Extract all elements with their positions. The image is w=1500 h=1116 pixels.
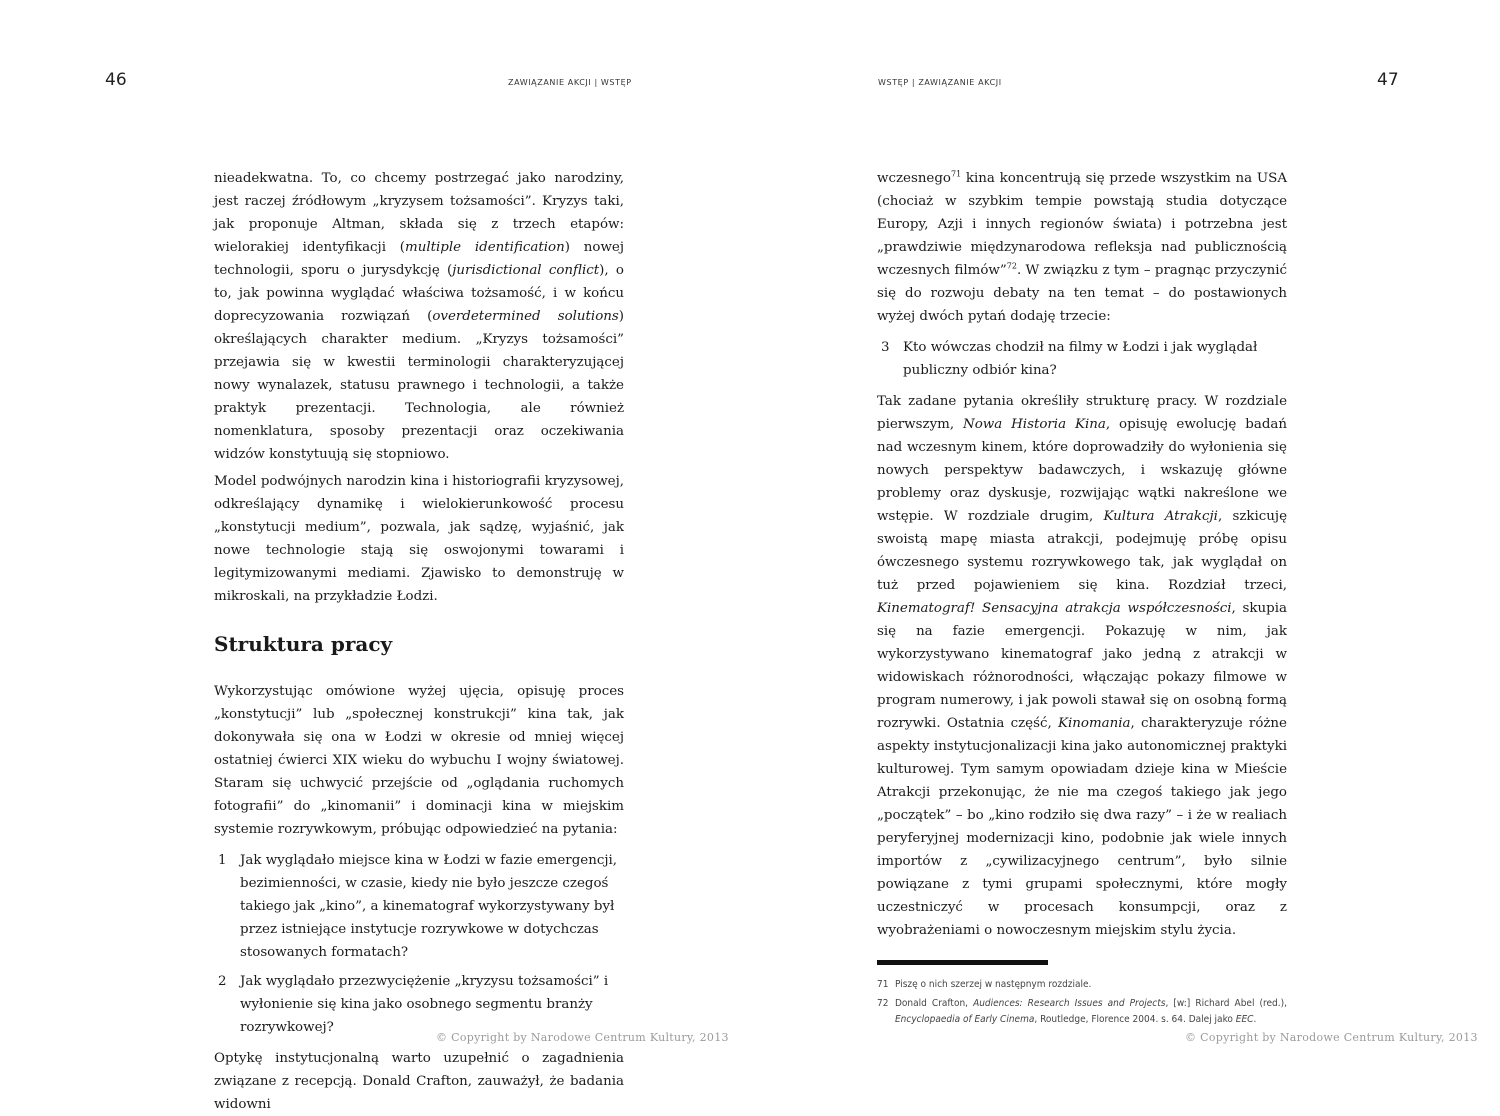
section-heading: Struktura pracy [214,632,393,656]
paragraph: Model podwójnych narodzin kina i historiografii kryzysowej, odkreślający dynamikę i wielokierunkowość procesu „konstytucji medium”, pozwala, jak sądzę, wyjaśnić, jak nowe technologie stają się oswojonymi towarami i legitymizowanymi mediami. Zjawisko to demonstruję w mikroskali, na przykładzie Łodzi. [214,474,624,604]
copyright-right: © Copyright by Narodowe Centrum Kultury, 2013 [1185,1031,1478,1044]
list-number: 2 [218,974,227,989]
running-head-right: WSTĘP | ZAWIĄZANIE AKCJI [878,78,1002,87]
question-list [877,336,1287,382]
footnote [877,977,1287,993]
list-number: 3 [881,340,890,355]
running-head-left: ZAWIĄZANIE AKCJI | WSTĘP [508,78,632,87]
paragraph: nieadekwatna. To, co chcemy postrzegać jako narodziny, jest raczej źródłowym „kryzysem tożsamości”. Kryzys taki, jak proponuje Altman, składa się z trzech etapów: wielorakiej identyfikacji (multiple identification) nowej technologii, sporu o jurysdykcję (jurisdictional conflict), o to, jak powinna wyglądać właściwa tożsamość, i w końcu doprecyzowania rozwiązań (overdetermined solutions) określających charakter medium. „Kryzys tożsamości” przejawia się w kwestii terminologii charakteryzującej nowy wynalazek, statusu prawnego i technologii, a także praktyk prezentacji. Technologia, ale również nomenklatura, sposoby prezentacji oraz oczekiwania widzów konstytuują się stopniowo. [214,171,624,462]
page-number-left: 46 [105,70,127,90]
list-item [877,336,1287,382]
footnote [877,996,1287,1028]
footnote-number: 72 [877,998,889,1009]
list-item [214,970,624,1039]
list-number: 1 [218,853,227,868]
copyright-left: © Copyright by Narodowe Centrum Kultury, 2013 [436,1031,729,1044]
footnote-rule [877,960,1048,965]
list-text: Kto wówczas chodził na filmy w Łodzi i jak wyglądał publiczny odbiór kina? [903,340,1258,378]
footnote-text: Piszę o nich szerzej w następnym rozdziale. [895,979,1092,990]
list-text: Jak wyglądało przezwyciężenie „kryzysu tożsamości” i wyłonienie się kina jako osobnego segmentu branży rozrywkowej? [240,974,609,1035]
paragraph: Wykorzystując omówione wyżej ujęcia, opisuję proces „konstytucji” lub „społecznej konstrukcji” kina tak, jak dokonywała się ona w Łodzi w okresie od mniej więcej ostatniej ćwierci XIX wieku do wybuchu I wojny światowej. Staram się uchwycić przejście od „oglądania ruchomych fotografii” do „kinomanii” i dominacji kina w miejskim systemie rozrywkowym, próbując odpowiedzieć na pytania: [214,684,624,837]
page-number-right: 47 [1377,70,1399,90]
right-page-body [877,167,1287,1031]
list-item [214,849,624,964]
footnote-number: 71 [877,979,889,990]
list-text: Jak wyglądało miejsce kina w Łodzi w fazie emergencji, bezimienności, w czasie, kiedy nie było jeszcze czegoś takiego jak „kino”, a kinematograf wykorzystywany był przez istniejące instytucje rozrywkowe w dotychczas stosowanych formatach? [240,853,618,960]
paragraph: Optykę instytucjonalną warto uzupełnić o zagadnienia związane z recepcją. Donald Crafton, zauważył, że badania widowni [214,1051,624,1112]
question-list [214,849,624,1039]
paragraph: wczesnego$^{71}$ kina koncentrują się przede wszystkim na USA (chociaż w szybkim tempie powstają studia dotyczące Europy, Azji i innych regionów świata) i potrzebna jest „prawdziwie międzynarodowa refleksja nad publicznością wczesnych filmów”$^{72}$. W związku z tym – pragnąc przyczynić się do rozwoju debaty na ten temat – do postawionych wyżej dwóch pytań dodaję trzecie: [877,169,1287,324]
left-page-body [214,167,624,1116]
paragraph: Tak zadane pytania określiły strukturę pracy. W rozdziale pierwszym, Nowa Historia Kina, opisuję ewolucję badań nad wczesnym kinem, które doprowadziły do wyłonienia się nowych perspektyw badawczych, i wskazuję główne problemy oraz dyskusje, rozwijając wątki nakreślone we wstępie. W rozdziale drugim, Kultura Atrakcji, szkicuję swoistą mapę miasta atrakcji, podejmuję próbę opisu ówczesnego systemu rozrywkowego tak, jak wyglądał on tuż przed pojawieniem się kina. Rozdział trzeci, Kinematograf! Sensacyjna atrakcja współczesności, skupia się na fazie emergencji. Pokazuję w nim, jak wykorzystywano kinematograf jako jedną z atrakcji w widowiskach różnorodności, włączając pokazy filmowe w program numerowy, i jak powoli stawał się on osobną formą rozrywki. Ostatnia część, Kinomania, charakteryzuje różne aspekty instytucjonalizacji kina jako autonomicznej praktyki kulturowej. Tym samym opowiadam dzieje kina w Mieście Atrakcji przekonując, że nie ma czegoś takiego jak jego „początek” – bo „kino rodziło się dwa razy” – i że w realiach peryferyjnej modernizacji kino, podobnie jak wiele innych importów z „cywilizacyjnego centrum”, było silnie powiązane z tymi grupami społecznymi, które mogły uczestniczyć w procesach konsumpcji, oraz z wyobrażeniami o nowoczesnym miejskim stylu życia. [877,394,1288,938]
footnote-text: Donald Crafton, Audiences: Research Issues and Projects, [w:] Richard Abel (red.), Encyclopaedia of Early Cinema, Routledge, Florence 2004. s. 64. Dalej jako EEC. [895,998,1287,1025]
